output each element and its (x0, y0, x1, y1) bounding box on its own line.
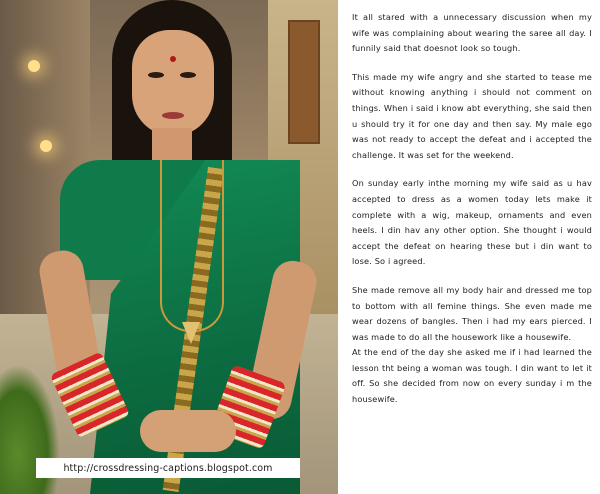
caption-paragraph: It all stared with a unnecessary discussion when my wife was complaining about wearing the saree all day. I funnily said that doesnot look so tough. (352, 12, 592, 54)
necklace-chain (160, 160, 224, 332)
clasped-hands (140, 410, 236, 452)
watermark-url-text: http://crossdressing-captions.blogspot.com (63, 462, 273, 474)
watermark-url (36, 458, 300, 478)
eye (148, 72, 164, 78)
caption-text (352, 10, 592, 486)
caption-paragraph: This made my wife angry and she started to tease me without knowing anything i should not comment on things. When i said i know abt everything, she said then u should try it for one day and then say. My male ego was not ready to accept the defeat and i accepted the challenge. It was set for the weekend. (352, 71, 592, 160)
lamp-light (28, 60, 40, 72)
caption-paragraph: At the end of the day she asked me if i had learned the lesson tht being a woman was tough. I din want to let it off. So she decided from now on every sunday i m the housewife. (352, 347, 592, 405)
caption-paragraph: She made remove all my body hair and dressed me top to bottom with all femine things. She even made me wear dozens of bangles. Then i had my ears pierced. I was made to do all the housework like a housewife. (352, 284, 592, 342)
lips (162, 112, 184, 119)
caption-paragraph: On sunday early inthe morning my wife said as u hav accepted to dress as a women today lets make it complete with a wig, makeup, ornaments and even heels. I din hav any other option. She thought i would accept the defeat on hearing these but i din want to lose. So i agreed. (352, 178, 592, 267)
face (132, 30, 214, 136)
bindi (170, 56, 176, 62)
woman-figure (50, 0, 310, 494)
eye (180, 72, 196, 78)
